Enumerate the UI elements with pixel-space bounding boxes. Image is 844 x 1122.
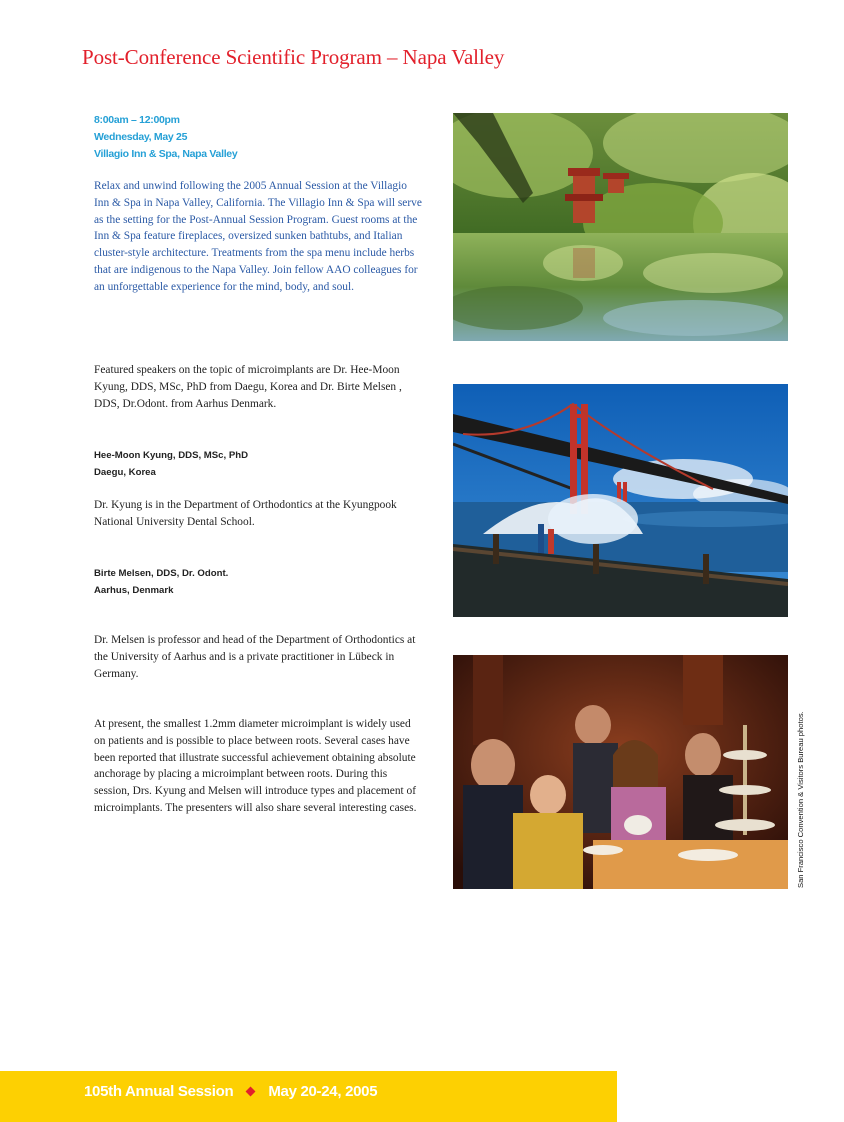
- golden-gate-photo: [453, 384, 788, 617]
- event-date: Wednesday, May 25: [94, 131, 188, 143]
- session-description: At present, the smallest 1.2mm diameter microimplant is widely used on patients and is possible to place between roots. Several cases have been reported that illustrate successful achievement obtaining absolute anchorage by placing a microimplant between roots. During this session, Drs. Kyung and Melsen will introduce types and placement of microimplants. The presenters will also share several interesting cases.: [94, 718, 417, 814]
- speaker-name: Hee-Moon Kyung, DDS, MSc, PhD: [94, 450, 249, 461]
- kyung-bio: Dr. Kyung is in the Department of Orthodontics at the Kyungpook National University Dental School.: [94, 499, 397, 528]
- event-info: [94, 112, 424, 163]
- photo-credit: San Francisco Convention & Visitors Bureau photos.: [796, 711, 805, 888]
- melsen-bio: Dr. Melsen is professor and head of the Department of Orthodontics at the University of Aarhus and is a private practitioner in Lübeck in Germany.: [94, 634, 416, 680]
- event-venue: Villagio Inn & Spa, Napa Valley: [94, 148, 238, 160]
- footer-dates: May 20-24, 2005: [268, 1083, 378, 1100]
- event-time: 8:00am – 12:00pm: [94, 114, 180, 126]
- speaker-name: Birte Melsen, DDS, Dr. Odont.: [94, 568, 229, 579]
- speaker-location: Aarhus, Denmark: [94, 585, 174, 596]
- tea-party-photo: [453, 655, 788, 889]
- intro-paragraph: Relax and unwind following the 2005 Annual Session at the Villagio Inn & Spa in Napa Valley, California. The Villagio Inn & Spa will serve as the setting for the Post-Annual Session Program. Guest rooms at the Inn & Spa feature fireplaces, oversized sunken bathtubs, and Italian cluster-style architecture. Treatments from the spa menu include herbs that are indigenous to the Napa Valley. Join fellow AAO colleagues for an unforgettable experience for the mind, body, and soul.: [94, 180, 422, 293]
- speaker-location: Daegu, Korea: [94, 467, 156, 478]
- page-title: Post-Conference Scientific Program – Napa Valley: [82, 45, 505, 69]
- featured-speakers-paragraph: Featured speakers on the topic of microimplants are Dr. Hee-Moon Kyung, DDS, MSc, PhD from Daegu, Korea and Dr. Birte Melsen , DDS, Dr.Odont. from Aarhus Denmark.: [94, 364, 402, 410]
- footer-bar: [0, 1071, 617, 1122]
- garden-photo: [453, 113, 788, 341]
- speaker-kyung: [94, 447, 424, 481]
- footer-session: 105th Annual Session: [84, 1083, 234, 1100]
- speaker-melsen: [94, 565, 424, 599]
- footer-text: [84, 1082, 377, 1102]
- diamond-icon: [246, 1086, 256, 1096]
